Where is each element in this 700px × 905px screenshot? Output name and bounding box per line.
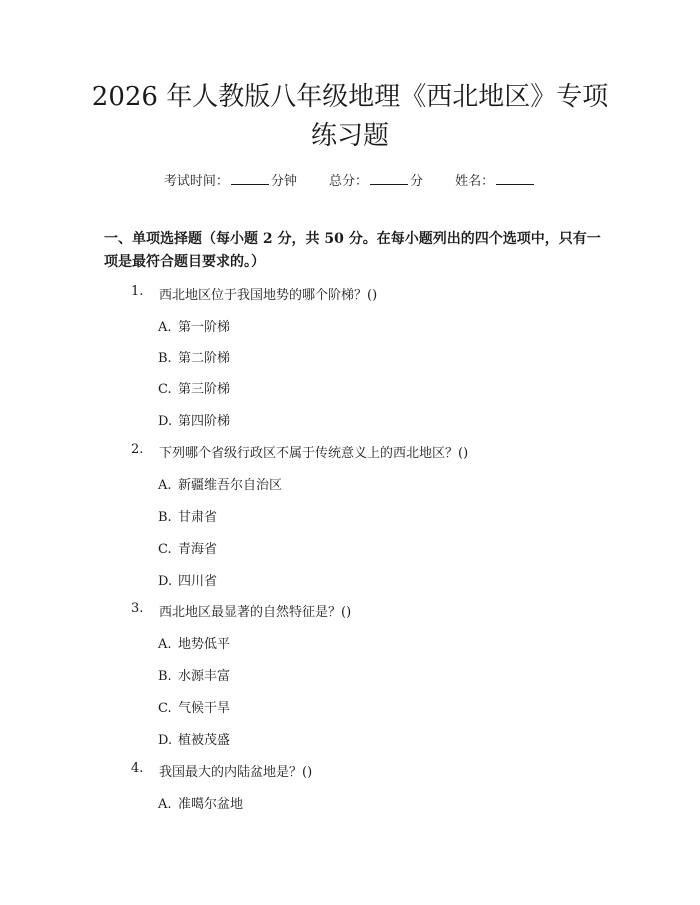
option-letter: D. bbox=[158, 733, 173, 748]
option bbox=[158, 697, 230, 715]
option bbox=[158, 665, 230, 683]
title-line-1: 2026 年人教版八年级地理《西北地区》专项 bbox=[91, 82, 609, 112]
option-text: 第三阶梯 bbox=[178, 382, 231, 397]
option-text: 地势低平 bbox=[178, 637, 231, 652]
option-text: 第二阶梯 bbox=[178, 351, 231, 366]
question-number: 4. bbox=[131, 761, 144, 776]
option bbox=[158, 538, 217, 556]
option-letter: A. bbox=[158, 637, 172, 652]
option-letter: D. bbox=[158, 414, 173, 429]
total-score-label: 总分： bbox=[328, 174, 368, 189]
student-name-label: 姓名： bbox=[455, 174, 495, 189]
question bbox=[131, 284, 611, 302]
question-text: 西北地区位于我国地势的哪个阶梯？() bbox=[159, 288, 378, 303]
option-letter: B. bbox=[158, 351, 172, 366]
option-text: 植被茂盛 bbox=[178, 733, 231, 748]
question-number: 3. bbox=[131, 601, 144, 616]
option bbox=[158, 506, 217, 524]
document-title bbox=[60, 78, 640, 156]
option bbox=[158, 410, 230, 428]
total-score-blank[interactable] bbox=[370, 172, 408, 185]
exam-time-unit: 分钟 bbox=[270, 174, 297, 189]
total-score-unit: 分 bbox=[410, 174, 424, 189]
option bbox=[158, 474, 282, 492]
option-text: 第一阶梯 bbox=[178, 320, 231, 335]
option-letter: A. bbox=[158, 478, 172, 493]
option-text: 甘肃省 bbox=[178, 510, 218, 525]
option bbox=[158, 378, 230, 396]
exam-time bbox=[164, 170, 297, 189]
option-letter: C. bbox=[158, 542, 172, 557]
exam-time-blank[interactable] bbox=[231, 172, 269, 185]
total-score bbox=[329, 170, 423, 189]
question bbox=[131, 601, 611, 619]
section-heading: 一、单项选择题（每小题 2 分，共 50 分。在每小题列出的四个选项中，只有一项是最符合题目要求的。） bbox=[104, 231, 601, 270]
option-letter: D. bbox=[158, 574, 173, 589]
question-number: 1. bbox=[131, 284, 144, 299]
option-text: 气候干旱 bbox=[178, 701, 231, 716]
option-letter: C. bbox=[158, 701, 172, 716]
option-letter: B. bbox=[158, 669, 172, 684]
option-text: 准噶尔盆地 bbox=[178, 797, 244, 812]
option-text: 第四阶梯 bbox=[178, 414, 231, 429]
question-number: 2. bbox=[131, 442, 144, 457]
option-text: 青海省 bbox=[178, 542, 218, 557]
exam-info-bar bbox=[0, 170, 700, 189]
option bbox=[158, 729, 230, 747]
question-text: 我国最大的内陆盆地是？() bbox=[159, 765, 313, 780]
option-text: 水源丰富 bbox=[178, 669, 231, 684]
option-letter: A. bbox=[158, 797, 172, 812]
option bbox=[158, 316, 230, 334]
option-letter: C. bbox=[158, 382, 172, 397]
question-text: 西北地区最显著的自然特征是？() bbox=[159, 605, 352, 620]
option-text: 新疆维吾尔自治区 bbox=[178, 478, 283, 493]
question bbox=[131, 442, 611, 460]
option-letter: A. bbox=[158, 320, 172, 335]
title-line-2: 练习题 bbox=[310, 121, 389, 151]
question bbox=[131, 761, 611, 779]
option-letter: B. bbox=[158, 510, 172, 525]
question-text: 下列哪个省级行政区不属于传统意义上的西北地区？() bbox=[159, 446, 469, 461]
option bbox=[158, 570, 217, 588]
option bbox=[158, 347, 230, 365]
student-name-blank[interactable] bbox=[496, 172, 534, 185]
option bbox=[158, 633, 230, 651]
exam-time-label: 考试时间： bbox=[163, 174, 229, 189]
option bbox=[158, 793, 243, 811]
option-text: 四川省 bbox=[178, 574, 218, 589]
student-name bbox=[455, 170, 536, 189]
